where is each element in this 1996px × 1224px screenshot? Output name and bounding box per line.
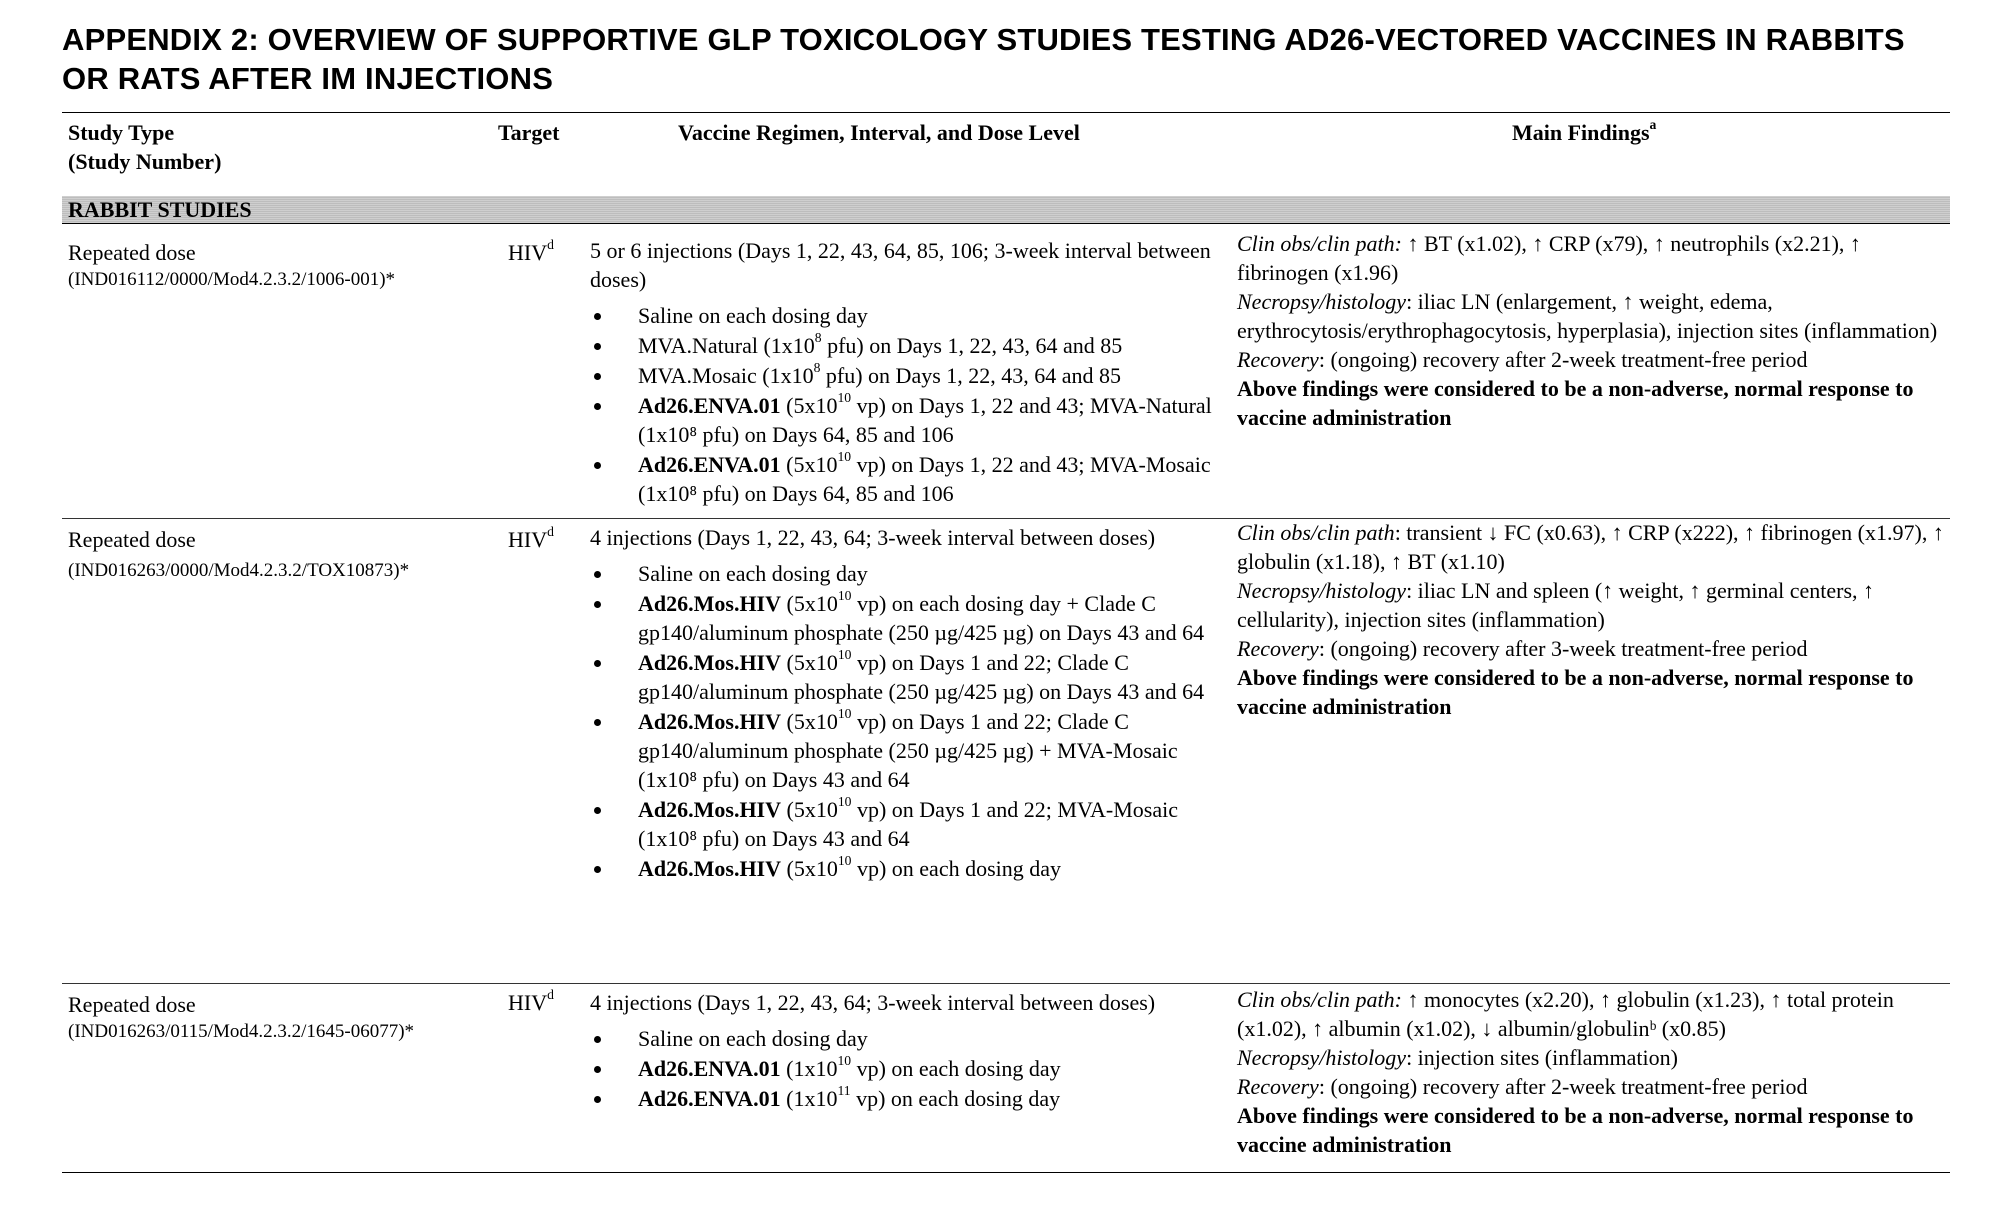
regimen-exponent: 8 xyxy=(814,329,822,345)
row-2-target-text: HIV xyxy=(508,527,548,552)
table-top-rule xyxy=(62,112,1950,113)
finding-text: : iliac LN (enlargement, ↑ weight, edema, erythrocytosis/erythrophagocytosis, hyperplasia), injection sites (inflammation) xyxy=(1237,289,1938,343)
regimen-vaccine-name: Ad26.ENVA.01 xyxy=(638,1086,781,1111)
regimen-text: vp) on Days 1, 22 and 43; MVA-Mosaic (1x10⁸ pfu) on Days 64, 85 and 106 xyxy=(638,452,1211,506)
header-target: Target xyxy=(498,120,560,145)
row-3-regimen-intro: 4 injections (Days 1, 22, 43, 64; 3-week interval between doses) xyxy=(590,990,1156,1015)
regimen-text: (5x10 xyxy=(780,452,838,477)
regimen-text: vp) on each dosing day + Clade C gp140/aluminum phosphate (250 µg/425 µg) on Days 43 and 64 xyxy=(638,591,1205,645)
regimen-exponent: 8 xyxy=(813,359,821,375)
row-1-finding xyxy=(1237,345,1949,374)
row-2-study-type: Repeated dose xyxy=(68,527,196,552)
row-2-regimen-item xyxy=(590,648,1220,706)
row-3-regimen-item xyxy=(590,1054,1220,1083)
row-3-study-number: (IND016263/0115/Mod4.2.3.2/1645-06077)* xyxy=(68,1021,415,1042)
row-2-target xyxy=(508,525,554,554)
finding-label: Recovery xyxy=(1237,636,1319,661)
regimen-text: (1x10 xyxy=(780,1086,838,1111)
regimen-text: vp) on Days 1 and 22; MVA-Mosaic (1x10⁸ pfu) on Days 43 and 64 xyxy=(638,797,1178,851)
regimen-text: MVA.Mosaic (1x10 xyxy=(638,363,814,388)
row-1-findings xyxy=(1237,229,1949,432)
row-2-regimen-intro: 4 injections (Days 1, 22, 43, 64; 3-week interval between doses) xyxy=(590,525,1156,550)
finding-text: : injection sites (inflammation) xyxy=(1406,1045,1678,1070)
finding-text: ↑ monocytes (x2.20), ↑ globulin (x1.23), ↑ total protein (x1.02), ↑ albumin (x1.02), ↓ albumin/globulinᵇ (x0.85) xyxy=(1237,987,1894,1041)
regimen-text: MVA.Natural (1x10 xyxy=(638,333,815,358)
finding-label: Clin obs/clin path: xyxy=(1237,987,1402,1012)
row-3-target-text: HIV xyxy=(508,990,548,1015)
regimen-text: Saline on each dosing day xyxy=(638,1026,868,1051)
header-findings-footnote-mark: a xyxy=(1649,116,1657,132)
row-1-study-type: Repeated dose xyxy=(68,240,196,265)
row-1-study-number: (IND016112/0000/Mod4.2.3.2/1006-001)* xyxy=(68,269,396,290)
row-2-study-number: (IND016263/0000/Mod4.2.3.2/TOX10873)* xyxy=(68,560,410,581)
regimen-vaccine-name: Ad26.ENVA.01 xyxy=(638,1056,781,1081)
row-2-finding xyxy=(1237,518,1949,576)
regimen-vaccine-name: Ad26.ENVA.01 xyxy=(638,452,781,477)
header-regimen: Vaccine Regimen, Interval, and Dose Level xyxy=(678,120,1080,145)
row-2-regimen-item xyxy=(590,707,1220,794)
regimen-text: (5x10 xyxy=(781,709,838,734)
row-1-regimen xyxy=(590,236,1220,508)
regimen-text: (5x10 xyxy=(781,650,838,675)
regimen-vaccine-name: Ad26.Mos.HIV xyxy=(638,591,782,616)
finding-text: : (ongoing) recovery after 2-week treatment-free period xyxy=(1318,1074,1808,1099)
document-title: APPENDIX 2: OVERVIEW OF SUPPORTIVE GLP TOXICOLOGY STUDIES TESTING AD26-VECTORED VACCINES IN RABBITS OR RATS AFTER IM INJECTIONS xyxy=(62,22,1905,96)
row-3-finding xyxy=(1237,985,1949,1043)
row-3-regimen-item xyxy=(590,1084,1220,1113)
row-2-findings xyxy=(1237,518,1949,721)
row-1-regimen-item xyxy=(590,391,1220,449)
regimen-exponent: 10 xyxy=(837,587,852,603)
regimen-text: vp) on each dosing day xyxy=(851,856,1062,881)
regimen-text: (5x10 xyxy=(781,856,838,881)
table-bottom-rule xyxy=(62,1172,1950,1173)
header-findings-label: Main Findings xyxy=(1512,120,1650,145)
row-2-regimen-item xyxy=(590,854,1220,883)
regimen-text: (5x10 xyxy=(781,591,838,616)
row-2-regimen-item xyxy=(590,589,1220,647)
header-study-type xyxy=(68,118,221,176)
regimen-exponent: 10 xyxy=(837,852,852,868)
regimen-exponent: 10 xyxy=(837,1052,852,1068)
row-1-finding xyxy=(1237,229,1949,287)
row-3-regimen-item xyxy=(590,1024,1220,1053)
row-2-regimen xyxy=(590,523,1220,883)
finding-label: Necropsy/histology xyxy=(1237,289,1407,314)
finding-label: Necropsy/histology xyxy=(1237,1045,1407,1070)
finding-label: Recovery xyxy=(1237,1074,1319,1099)
row-2-conclusion: Above findings were considered to be a non-adverse, normal response to vaccine administration xyxy=(1237,665,1914,719)
row-3-study xyxy=(68,990,414,1045)
row-1-regimen-item xyxy=(590,301,1220,330)
regimen-exponent: 10 xyxy=(837,705,852,721)
regimen-text: vp) on each dosing day xyxy=(850,1086,1061,1111)
regimen-text: vp) on each dosing day xyxy=(851,1056,1061,1081)
row-3-study-type: Repeated dose xyxy=(68,992,196,1017)
row-3-regimen xyxy=(590,988,1220,1113)
row-1-finding xyxy=(1237,287,1949,345)
regimen-vaccine-name: Ad26.Mos.HIV xyxy=(638,650,782,675)
finding-text: : iliac LN and spleen (↑ weight, ↑ germinal centers, ↑ cellularity), injection sites (inflammation) xyxy=(1237,578,1875,632)
regimen-vaccine-name: Ad26.Mos.HIV xyxy=(638,856,782,881)
finding-text: : (ongoing) recovery after 3-week treatment-free period xyxy=(1318,636,1808,661)
row-1-conclusion: Above findings were considered to be a non-adverse, normal response to vaccine administration xyxy=(1237,376,1914,430)
regimen-text: vp) on Days 1 and 22; Clade C gp140/aluminum phosphate (250 µg/425 µg) on Days 43 and 64 xyxy=(638,650,1205,704)
finding-label: Clin obs/clin path xyxy=(1237,520,1395,545)
regimen-text: Saline on each dosing day xyxy=(638,303,868,328)
regimen-text: pfu) on Days 1, 22, 43, 64 and 85 xyxy=(820,363,1122,388)
regimen-text: (5x10 xyxy=(780,393,838,418)
finding-label: Recovery xyxy=(1237,347,1319,372)
regimen-vaccine-name: Ad26.ENVA.01 xyxy=(638,393,781,418)
row-2-study xyxy=(68,525,409,584)
row-3-finding xyxy=(1237,1072,1949,1101)
section-band-rabbit-studies xyxy=(62,196,1950,224)
header-study-number-label: (Study Number) xyxy=(68,149,222,174)
finding-label: Necropsy/histology xyxy=(1237,578,1407,603)
header-study-type-label: Study Type xyxy=(68,120,175,145)
row-1-target-text: HIV xyxy=(508,240,548,265)
regimen-vaccine-name: Ad26.Mos.HIV xyxy=(638,797,782,822)
finding-text: ↑ BT (x1.02), ↑ CRP (x79), ↑ neutrophils (x2.21), ↑ fibrinogen (x1.96) xyxy=(1237,231,1861,285)
row-2-finding xyxy=(1237,576,1949,634)
regimen-text: (1x10 xyxy=(780,1056,838,1081)
regimen-exponent: 10 xyxy=(837,646,852,662)
finding-text: : transient ↓ FC (x0.63), ↑ CRP (x222), ↑ fibrinogen (x1.97), ↑ globulin (x1.18), ↑ BT (x1.10) xyxy=(1237,520,1944,574)
row-3-target xyxy=(508,988,554,1017)
finding-label: Clin obs/clin path: xyxy=(1237,231,1402,256)
regimen-text: vp) on Days 1, 22 and 43; MVA-Natural (1x10⁸ pfu) on Days 64, 85 and 106 xyxy=(638,393,1212,447)
finding-text: : (ongoing) recovery after 2-week treatment-free period xyxy=(1318,347,1808,372)
regimen-exponent: 10 xyxy=(837,448,852,464)
regimen-exponent: 11 xyxy=(837,1082,851,1098)
regimen-text: (5x10 xyxy=(781,797,838,822)
row-2-regimen-item xyxy=(590,559,1220,588)
row-1-study xyxy=(68,238,395,293)
row-divider xyxy=(62,983,1950,984)
row-1-regimen-item xyxy=(590,361,1220,390)
row-1-regimen-item xyxy=(590,331,1220,360)
regimen-text: Saline on each dosing day xyxy=(638,561,868,586)
row-2-regimen-item xyxy=(590,795,1220,853)
regimen-exponent: 10 xyxy=(837,389,852,405)
row-1-regimen-intro: 5 or 6 injections (Days 1, 22, 43, 64, 85, 106; 3-week interval between doses) xyxy=(590,238,1211,292)
row-3-finding xyxy=(1237,1043,1949,1072)
row-3-target-footnote-mark: d xyxy=(547,986,554,1002)
regimen-vaccine-name: Ad26.Mos.HIV xyxy=(638,709,782,734)
row-1-target xyxy=(508,238,554,267)
section-label: RABBIT STUDIES xyxy=(68,197,252,222)
row-2-target-footnote-mark: d xyxy=(547,523,554,539)
row-2-finding xyxy=(1237,634,1949,663)
row-1-target-footnote-mark: d xyxy=(547,236,554,252)
row-3-findings xyxy=(1237,985,1949,1159)
regimen-text: vp) on Days 1 and 22; Clade C gp140/aluminum phosphate (250 µg/425 µg) + MVA-Mosaic (1x10⁸ pfu) on Days 43 and 64 xyxy=(638,709,1178,792)
regimen-text: pfu) on Days 1, 22, 43, 64 and 85 xyxy=(821,333,1123,358)
header-findings xyxy=(1512,118,1656,147)
row-1-regimen-item xyxy=(590,450,1220,508)
regimen-exponent: 10 xyxy=(837,793,852,809)
row-3-conclusion: Above findings were considered to be a non-adverse, normal response to vaccine administration xyxy=(1237,1103,1914,1157)
